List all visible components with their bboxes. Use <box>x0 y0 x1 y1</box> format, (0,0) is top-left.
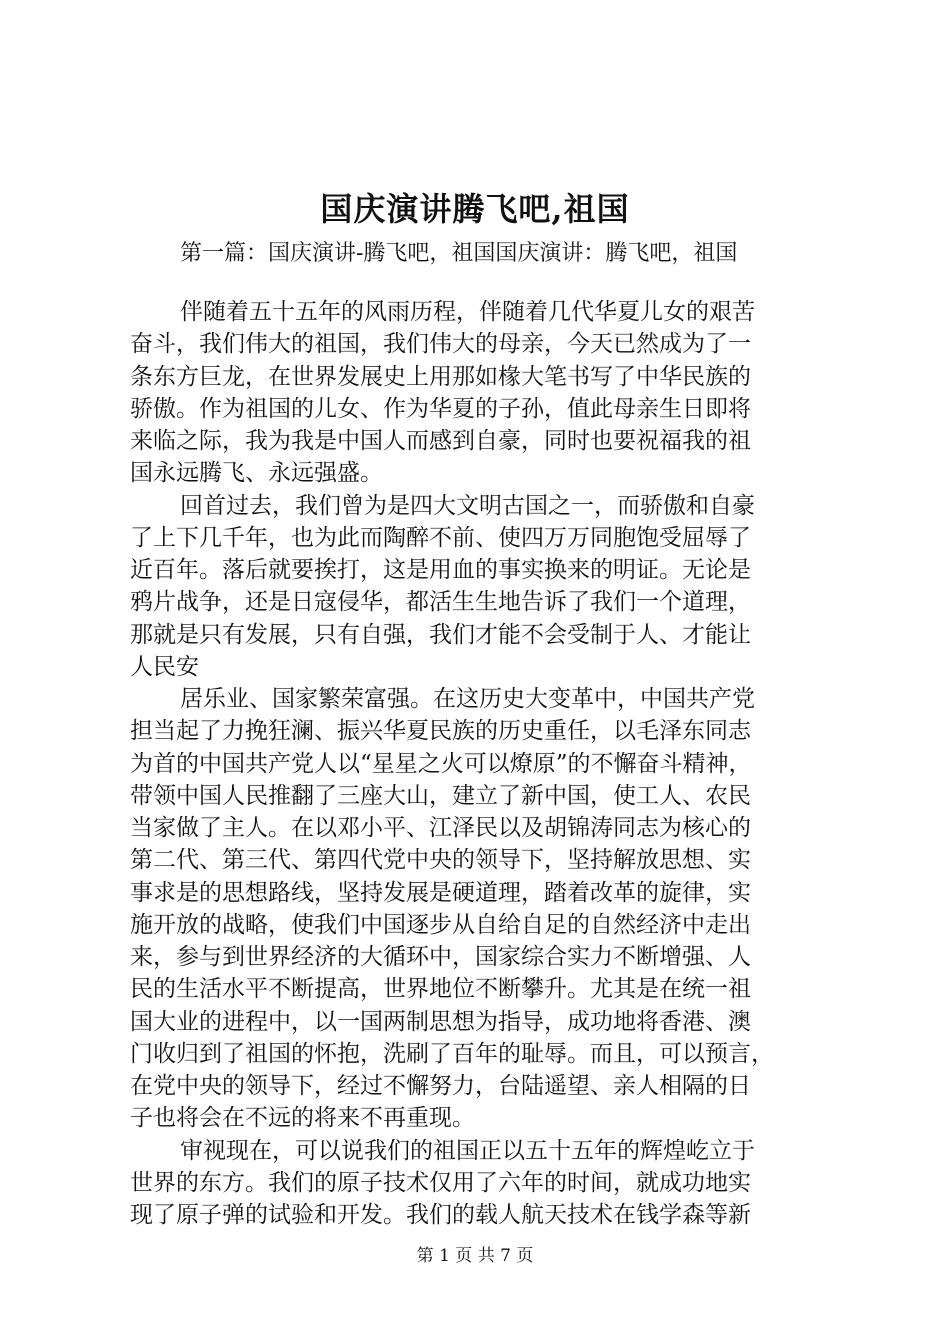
body-line: 为首的中国共产党人以“星星之火可以燎原”的不懈奋斗精神， <box>130 750 752 777</box>
body-line: 来，参与到世界经济的大循环中，国家综合实力不断增强、人 <box>130 944 751 970</box>
body-line: 当家做了主人。在以邓小平、江泽民以及胡锦涛同志为核心的 <box>130 815 751 841</box>
body-line: 带领中国人民推翻了三座大山，建立了新中国，使工人、农民 <box>130 782 751 809</box>
body-line: 鸦片战争，还是日寇侵华，都活生生地告诉了我们一个道理， <box>130 589 751 616</box>
document-subtitle: 第一篇：国庆演讲-腾飞吧，祖国国庆演讲：腾飞吧，祖国 <box>180 241 738 266</box>
body-line: 骄傲。作为祖国的儿女、作为华夏的子孙，值此母亲生日即将 <box>130 395 751 422</box>
body-line: 伴随着五十五年的风雨历程，伴随着几代华夏儿女的艰苦 <box>180 299 755 325</box>
body-line: 担当起了力挽狂澜、振兴华夏民族的历史重任，以毛泽东同志 <box>130 718 751 745</box>
body-line: 了上下几千年，也为此而陶醉不前、使四万万同胞饱受屈辱了 <box>130 524 751 551</box>
body-line: 第二代、第三代、第四代党中央的领导下，坚持解放思想、实 <box>130 847 751 874</box>
document-body <box>130 296 830 1231</box>
body-line: 国永远腾飞、永远强盛。 <box>130 460 383 487</box>
body-line: 国大业的进程中，以一国两制思想为指导，成功地将香港、澳 <box>130 1008 751 1035</box>
body-line: 居乐业、国家繁荣富强。在这历史大变革中，中国共产党 <box>180 686 755 712</box>
body-line: 门收归到了祖国的怀抱，洗刷了百年的耻辱。而且，可以预言， <box>130 1040 774 1067</box>
body-line: 那就是只有发展，只有自强，我们才能不会受制于人、才能让 <box>130 621 751 648</box>
body-line: 民的生活水平不断提高，世界地位不断攀升。尤其是在统一祖 <box>130 976 751 1003</box>
body-line: 子也将会在不远的将来不再重现。 <box>130 1105 475 1132</box>
body-line: 世界的东方。我们的原子技术仅用了六年的时间，就成功地实 <box>130 1169 751 1196</box>
body-line: 施开放的战略，使我们中国逐步从自给自足的自然经济中走出 <box>130 911 751 938</box>
body-line: 近百年。落后就要挨打，这是用血的事实换来的明证。无论是 <box>130 557 751 583</box>
body-line: 事求是的思想路线，坚持发展是硬道理，踏着改革的旋律，实 <box>130 879 751 906</box>
body-line: 条东方巨龙，在世界发展史上用那如椽大笔书写了中华民族的 <box>130 363 751 390</box>
body-line: 回首过去，我们曾为是四大文明古国之一，而骄傲和自豪 <box>180 492 755 519</box>
body-line: 现了原子弹的试验和开发。我们的载人航天技术在钱学森等新 <box>130 1202 751 1228</box>
document-title: 国庆演讲腾飞吧,祖国 <box>320 190 630 228</box>
body-line: 审视现在，可以说我们的祖国正以五十五年的辉煌屹立于 <box>180 1137 755 1164</box>
body-line: 奋斗，我们伟大的祖国，我们伟大的母亲，今天已然成为了一 <box>130 331 751 358</box>
page-footer: 第 1 页 共 7 页 <box>416 1246 534 1266</box>
body-line: 来临之际，我为我是中国人而感到自豪，同时也要祝福我的祖 <box>130 428 751 454</box>
body-line: 在党中央的领导下，经过不懈努力，台陆遥望、亲人相隔的日 <box>130 1073 751 1099</box>
body-line: 人民安 <box>130 653 199 680</box>
